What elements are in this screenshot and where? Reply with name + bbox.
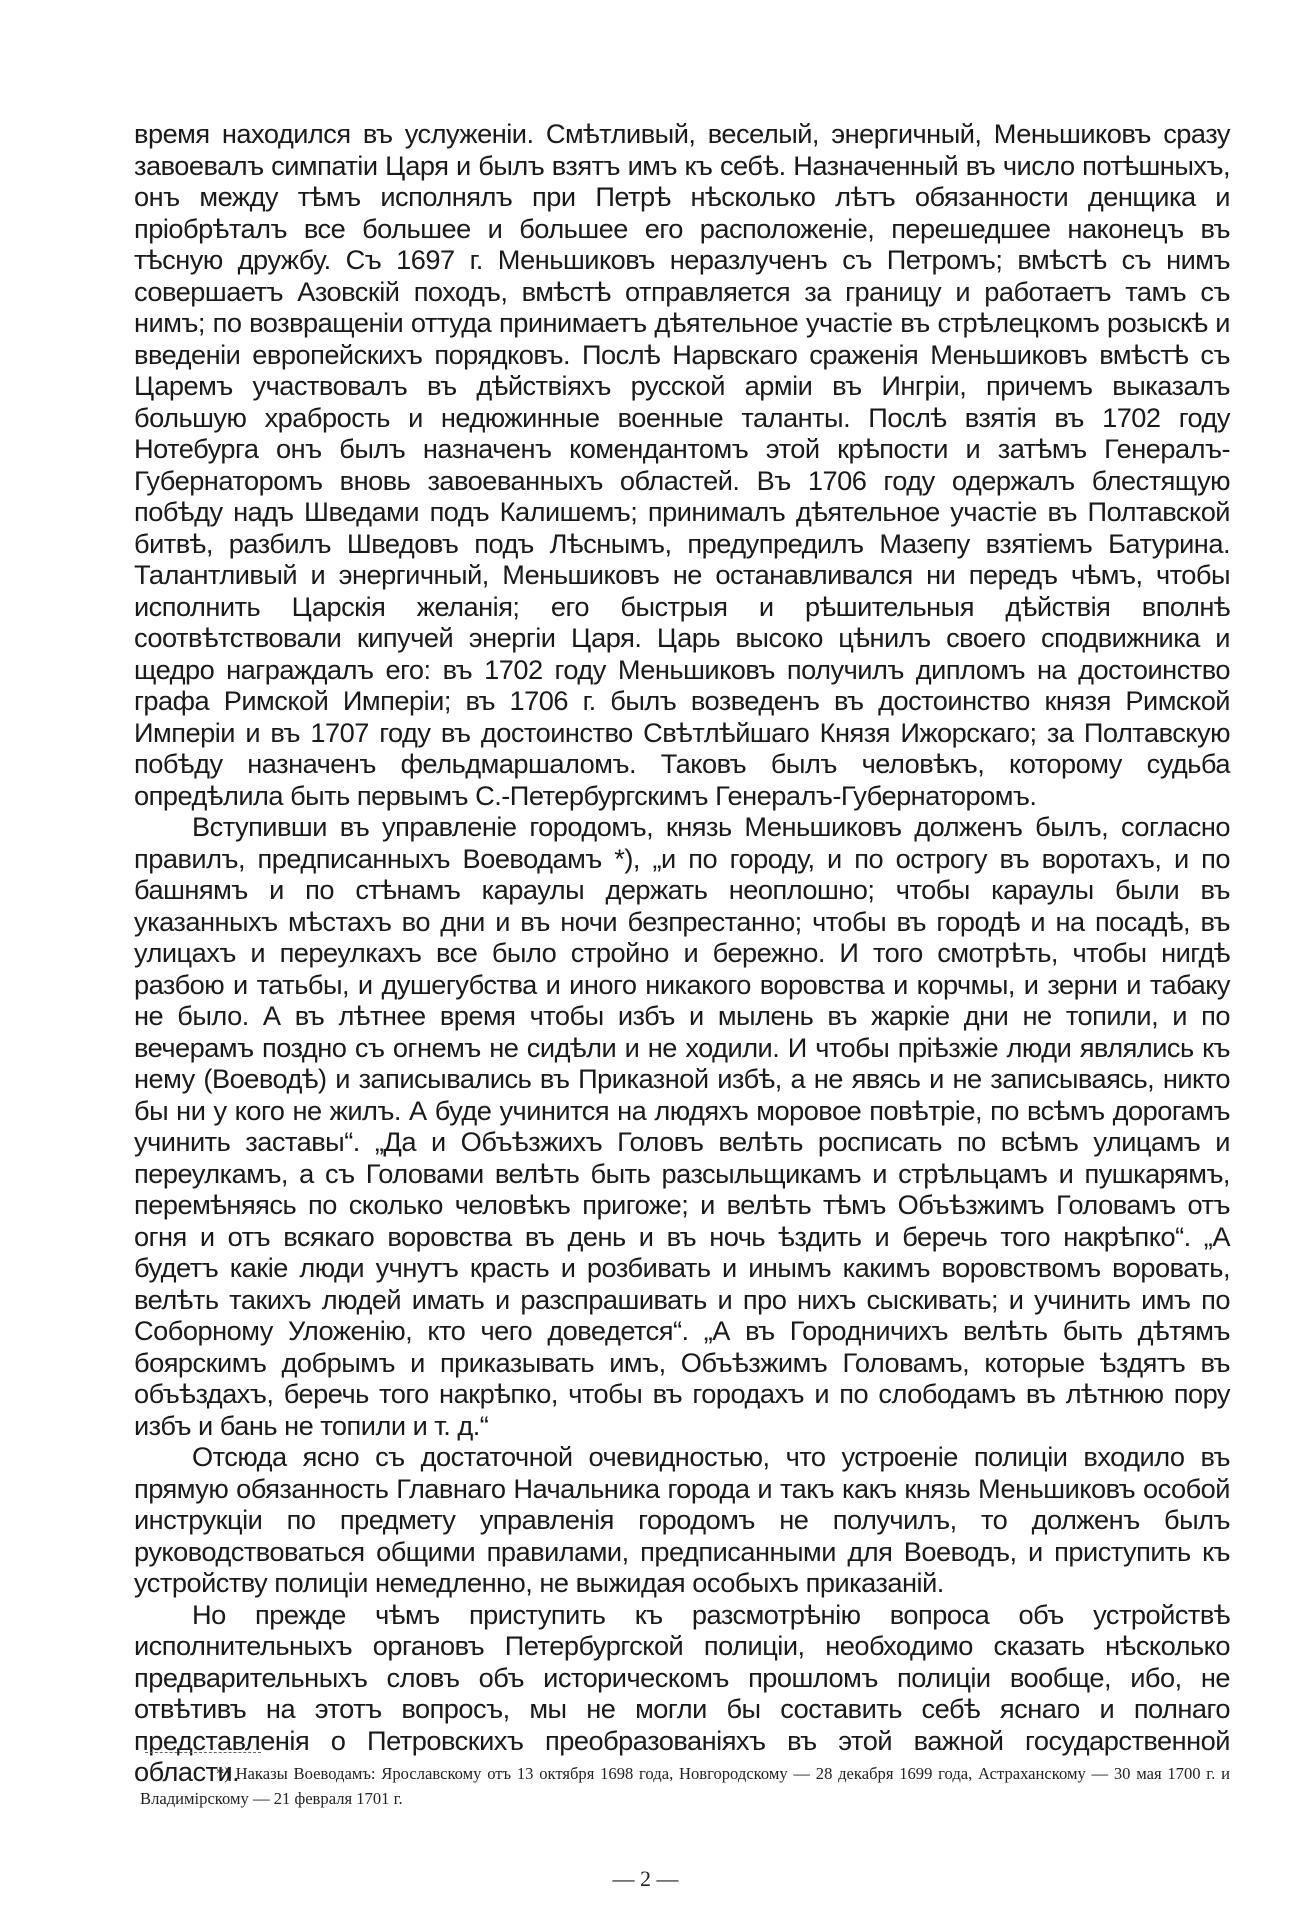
main-text xyxy=(134,118,1230,1788)
paragraph-3: Отсюда ясно съ достаточной очевидностью, что устроеніе полиціи входило въ прямую обязанность Главнаго Начальника города и такъ какъ князь Меньшиковъ особой инструкціи по предмету управленія городомъ не получилъ, то долженъ былъ руководствоваться общими правилами, предписанными для Воеводъ, и приступить къ устройству полиціи немедленно, не выжидая особыхъ приказаній. xyxy=(134,1441,1230,1598)
footnote-text: *) Наказы Воеводамъ: Ярославскому отъ 13 октября 1698 года, Новгородскому — 28 декабря 1699 года, Астраханскому — 30 мая 1700 г. и Владимірскому — 21 февраля 1701 г. xyxy=(140,1764,1230,1808)
footnote xyxy=(140,1762,1230,1811)
footnote-divider xyxy=(145,1752,261,1753)
paragraph-4: Но прежде чѣмъ приступить къ разсмотрѣнію вопроса объ устройствѣ исполнительныхъ органовъ Петербургской полиціи, необходимо сказать нѣсколько предварительныхъ словъ объ историческомъ прошломъ полиціи вообще, ибо, не отвѣтивъ на этотъ вопросъ, мы не могли бы составить себѣ яснаго и полнаго представленія о Петровскихъ преобразованіяхъ въ этой важной государственной области. xyxy=(134,1598,1230,1787)
page-number: — 2 — xyxy=(612,1866,679,1891)
paragraph-1: время находился въ услуженіи. Смѣтливый, веселый, энергичный, Меньшиковъ сразу завоевалъ симпатіи Царя и былъ взятъ имъ къ себѣ. Назначенный въ число потѣшныхъ, онъ между тѣмъ исполнялъ при Петрѣ нѣсколько лѣтъ обязанности денщика и пріобрѣталъ все большее и большее его расположеніе, перешедшее наконецъ въ тѣсную дружбу. Съ 1697 г. Меньшиковъ неразлученъ съ Петромъ; вмѣстѣ съ нимъ совершаетъ Азовскій походъ, вмѣстѣ отправляется за границу и работаетъ тамъ съ нимъ; по возвращеніи оттуда принимаетъ дѣятельное участіе въ стрѣлецкомъ розыскѣ и введеніи европейскихъ порядковъ. Послѣ Нарвскаго сраженія Меньшиковъ вмѣстѣ съ Царемъ участвовалъ въ дѣйствіяхъ русской арміи въ Ингріи, причемъ выказалъ большую храбрость и недюжинные военные таланты. Послѣ взятія въ 1702 году Нотебурга онъ былъ назначенъ комендантомъ этой крѣпости и затѣмъ Генералъ-Губернаторомъ вновь завоеванныхъ областей. Въ 1706 году одержалъ блестящую побѣду надъ Шведами подъ Калишемъ; принималъ дѣятельное участіе въ Полтавской битвѣ, разбилъ Шведовъ подъ Лѣснымъ, предупредилъ Мазепу взятіемъ Батурина. Талантливый и энергичный, Меньшиковъ не останавливался ни передъ чѣмъ, чтобы исполнить Царскія желанія; его быстрыя и рѣшительныя дѣйствія вполнѣ соотвѣтствовали кипучей энергіи Царя. Царь высоко цѣнилъ своего сподвижника и щедро награждалъ его: въ 1702 году Меньшиковъ получилъ дипломъ на достоинство графа Римской Имперіи; въ 1706 г. былъ возведенъ въ достоинство князя Римской Имперіи и въ 1707 году въ достоинство Свѣтлѣйшаго Князя Ижорскаго; за Полтавскую побѣду назначенъ фельдмаршаломъ. Таковъ былъ человѣкъ, которому судьба опредѣлила быть первымъ С.-Петербургскимъ Генералъ-Губернаторомъ. xyxy=(134,118,1230,811)
paragraph-2: Вступивши въ управленіе городомъ, князь Меньшиковъ долженъ былъ, согласно правилъ, предписанныхъ Воеводамъ *), „и по городу, и по острогу въ воротахъ, и по башнямъ и по стѣнамъ караулы держать неоплошно; чтобы караулы были въ указанныхъ мѣстахъ во дни и въ ночи безпрестанно; чтобы въ городѣ и на посадѣ, въ улицахъ и переулкахъ все было стройно и бережно. И того смотрѣть, чтобы нигдѣ разбою и татьбы, и душегубства и иного никакого воровства и корчмы, и зерни и табаку не было. А въ лѣтнее время чтобы избъ и мылень въ жаркіе дни не топили, и по вечерамъ поздно съ огнемъ не сидѣли и не ходили. И чтобы пріѣзжіе люди являлись къ нему (Воеводѣ) и записывались въ Приказной избѣ, а не явясь и не записываясь, никто бы ни у кого не жилъ. А буде учинится на людяхъ моровое повѣтріе, по всѣмъ дорогамъ учинить заставы“. „Да и Объѣзжихъ Головъ велѣть росписать по всѣмъ улицамъ и переулкамъ, а съ Головами велѣть быть разсыльщикамъ и стрѣльцамъ и пушкарямъ, перемѣняясь по сколько человѣкъ пригоже; и велѣть тѣмъ Объѣзжимъ Головамъ отъ огня и отъ всякаго воровства въ день и въ ночь ѣздить и беречь того накрѣпко“. „А будетъ какіе люди учнутъ красть и розбивать и инымъ какимъ воровствомъ воровать, велѣть такихъ людей имать и разспрашивать и про нихъ сыскивать; и учинить имъ по Соборному Уложенію, кто чего доведется“. „А въ Городничихъ велѣть быть дѣтямъ боярскимъ добрымъ и приказывать имъ, Объѣзжимъ Головамъ, которые ѣздятъ въ объѣздахъ, беречь того накрѣпко, чтобы въ городахъ и по слободамъ въ лѣтнюю пору избъ и бань не топили и т. д.“ xyxy=(134,811,1230,1441)
